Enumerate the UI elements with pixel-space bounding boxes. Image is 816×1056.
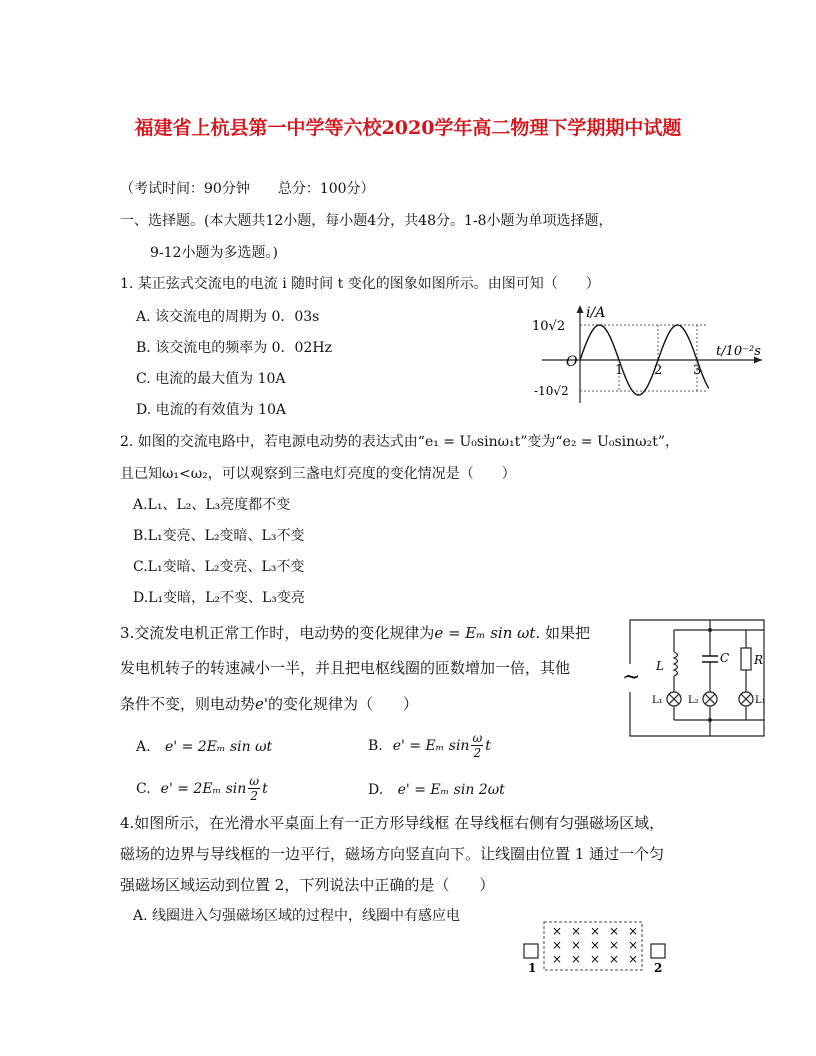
origin-label: O — [566, 354, 578, 370]
lamp-2-label: L₂ — [688, 695, 699, 706]
q3-stem-text-2: . 如果把 — [535, 624, 590, 642]
option-letter: C. — [136, 780, 151, 797]
q2-option-d: D.L₁变暗，L₂不变、L₃变亮 — [133, 590, 305, 606]
resistor-box — [741, 648, 751, 670]
field-x-symbol: × — [609, 938, 620, 952]
ac-source-symbol: ~ — [622, 665, 641, 690]
coil-position-2 — [651, 944, 665, 958]
position-2-label: 2 — [654, 961, 663, 975]
fraction-numerator: ω — [472, 731, 483, 745]
section-heading-cont: 9-12小题为多选题。) — [150, 245, 278, 261]
lamp-3-label: L₁ — [755, 695, 766, 706]
q3-stem-text-4: 的变化规律为（ ） — [268, 695, 419, 713]
y-axis-label: i/A — [586, 305, 606, 321]
field-x-symbol: × — [609, 952, 620, 966]
y-axis-arrow — [577, 305, 584, 313]
q2-stem-cont: 且已知ω₁<ω₂，可以观察到三盏电灯亮度的变化情况是（ ） — [120, 466, 516, 482]
fraction-numerator: ω — [249, 774, 260, 788]
coil-position-1 — [524, 944, 538, 958]
q1-option-b: B. 该交流电的频率为 0．02Hz — [136, 340, 332, 356]
q3-formula: e = Eₘ sin ωt — [434, 624, 536, 642]
option-formula-tail: t — [262, 780, 268, 797]
option-letter: B. — [368, 737, 383, 754]
q1-option-d: D. 电流的有效值为 10A — [136, 402, 287, 418]
x-tick-1: 1 — [615, 363, 624, 378]
q1-option-c: C. 电流的最大值为 10A — [136, 371, 286, 387]
q4-stem-cont: 磁场的边界与导线框的一边平行，磁场方向竖直向下。让线圈由位置 1 通过一个匀 — [120, 845, 665, 863]
exam-info: （考试时间：90分钟 总分：100分） — [120, 181, 375, 197]
capacitor-label: C — [720, 651, 730, 665]
section-heading: 一、选择题。(本大题共12小题，每小题4分，共48分。1-8小题为单项选择题， — [120, 213, 613, 229]
q3-var: e' — [255, 695, 269, 713]
q2-option-c: C.L₁变暗、L₂变亮、L₃不变 — [133, 559, 305, 575]
option-formula: e' = 2Eₘ sin ωt — [165, 739, 273, 755]
q3-option-d — [368, 781, 505, 799]
field-x-symbol: × — [552, 938, 563, 952]
field-x-symbol: × — [552, 924, 563, 938]
fraction — [471, 731, 483, 760]
q3-stem-text-3: 条件不变，则电动势 — [120, 695, 256, 713]
fraction — [248, 774, 260, 803]
q4-stem-cont-2: 强磁场区域运动到位置 2，下列说法中正确的是（ ） — [120, 876, 495, 894]
q3-stem-text: 3.交流发电机正常工作时，电动势的变化规律为 — [120, 624, 435, 642]
q2-circuit-diagram — [614, 612, 784, 744]
q1-stem: 1. 某正弦式交流电的电流 i 随时间 t 变化的图象如图所示。由图可知（ ） — [120, 276, 600, 292]
q2-option-b: B.L₁变亮、L₂变暗、L₃不变 — [133, 528, 305, 544]
position-1-label: 1 — [528, 961, 537, 975]
q1-sine-graph — [530, 303, 770, 408]
q3-option-a — [136, 738, 272, 756]
fraction-denominator: 2 — [250, 789, 258, 803]
field-x-symbol: × — [571, 952, 582, 966]
field-x-symbol: × — [571, 938, 582, 952]
x-tick-2: 2 — [654, 363, 663, 378]
q4-option-a: A. 线圈进入匀强磁场区域的过程中，线圈中有感应电 — [133, 908, 461, 924]
field-x-symbol: × — [628, 938, 639, 952]
x-tick-3: 3 — [693, 363, 702, 378]
option-formula-tail: t — [485, 737, 491, 754]
q3-stem-cont: 发电机转子的转速减小一半，并且把电枢线圈的匝数增加一倍，其他 — [120, 659, 571, 677]
lamp-1-label: L₁ — [652, 695, 663, 706]
inductor-coil — [674, 652, 678, 676]
q4-magnetic-field-figure — [518, 918, 678, 978]
field-x-symbol: × — [571, 924, 582, 938]
field-x-symbol: × — [609, 924, 620, 938]
field-x-symbol: × — [590, 924, 601, 938]
q4-stem: 4.如图所示，在光滑水平桌面上有一正方形导线框 在导线框右侧有匀强磁场区域， — [120, 814, 665, 832]
q2-stem: 2. 如图的交流电路中，若电源电动势的表达式由“e₁ = U₀sinω₁t”变为“e₂ = U₀sinω₂t”， — [120, 434, 679, 450]
junction-dot — [708, 628, 712, 632]
q3-option-b — [368, 731, 491, 760]
option-formula: e' = Eₘ sin — [392, 737, 470, 754]
y-min-label: -10√2 — [534, 384, 569, 398]
junction-dot — [708, 718, 712, 722]
field-x-symbol: × — [628, 952, 639, 966]
option-formula: e' = Eₘ sin 2ωt — [397, 782, 505, 798]
option-formula: e' = 2Eₘ sin — [160, 780, 247, 797]
q3-option-c — [136, 774, 268, 803]
field-x-symbol: × — [590, 938, 601, 952]
x-axis-label: t/10⁻²s — [716, 344, 761, 359]
option-letter: D. — [368, 782, 384, 798]
inductor-label: L — [656, 659, 664, 673]
resistor-label: R — [754, 653, 764, 667]
q1-option-a: A. 该交流电的周期为 0．03s — [136, 309, 320, 325]
field-x-symbol: × — [590, 952, 601, 966]
y-max-label: 10√2 — [532, 319, 566, 334]
field-x-symbol: × — [552, 952, 563, 966]
option-letter: A. — [136, 739, 151, 755]
field-symbol-grid — [552, 924, 638, 966]
q3-stem — [120, 624, 590, 642]
field-x-symbol: × — [628, 924, 639, 938]
q3-stem-cont-2 — [120, 695, 418, 713]
fraction-denominator: 2 — [473, 746, 482, 760]
page-title: 福建省上杭县第一中学等六校2020学年高二物理下学期期中试题 — [134, 117, 682, 139]
circuit-outer-loop — [630, 620, 764, 736]
q2-option-a: A.L₁、L₂、L₃亮度都不变 — [133, 497, 291, 513]
